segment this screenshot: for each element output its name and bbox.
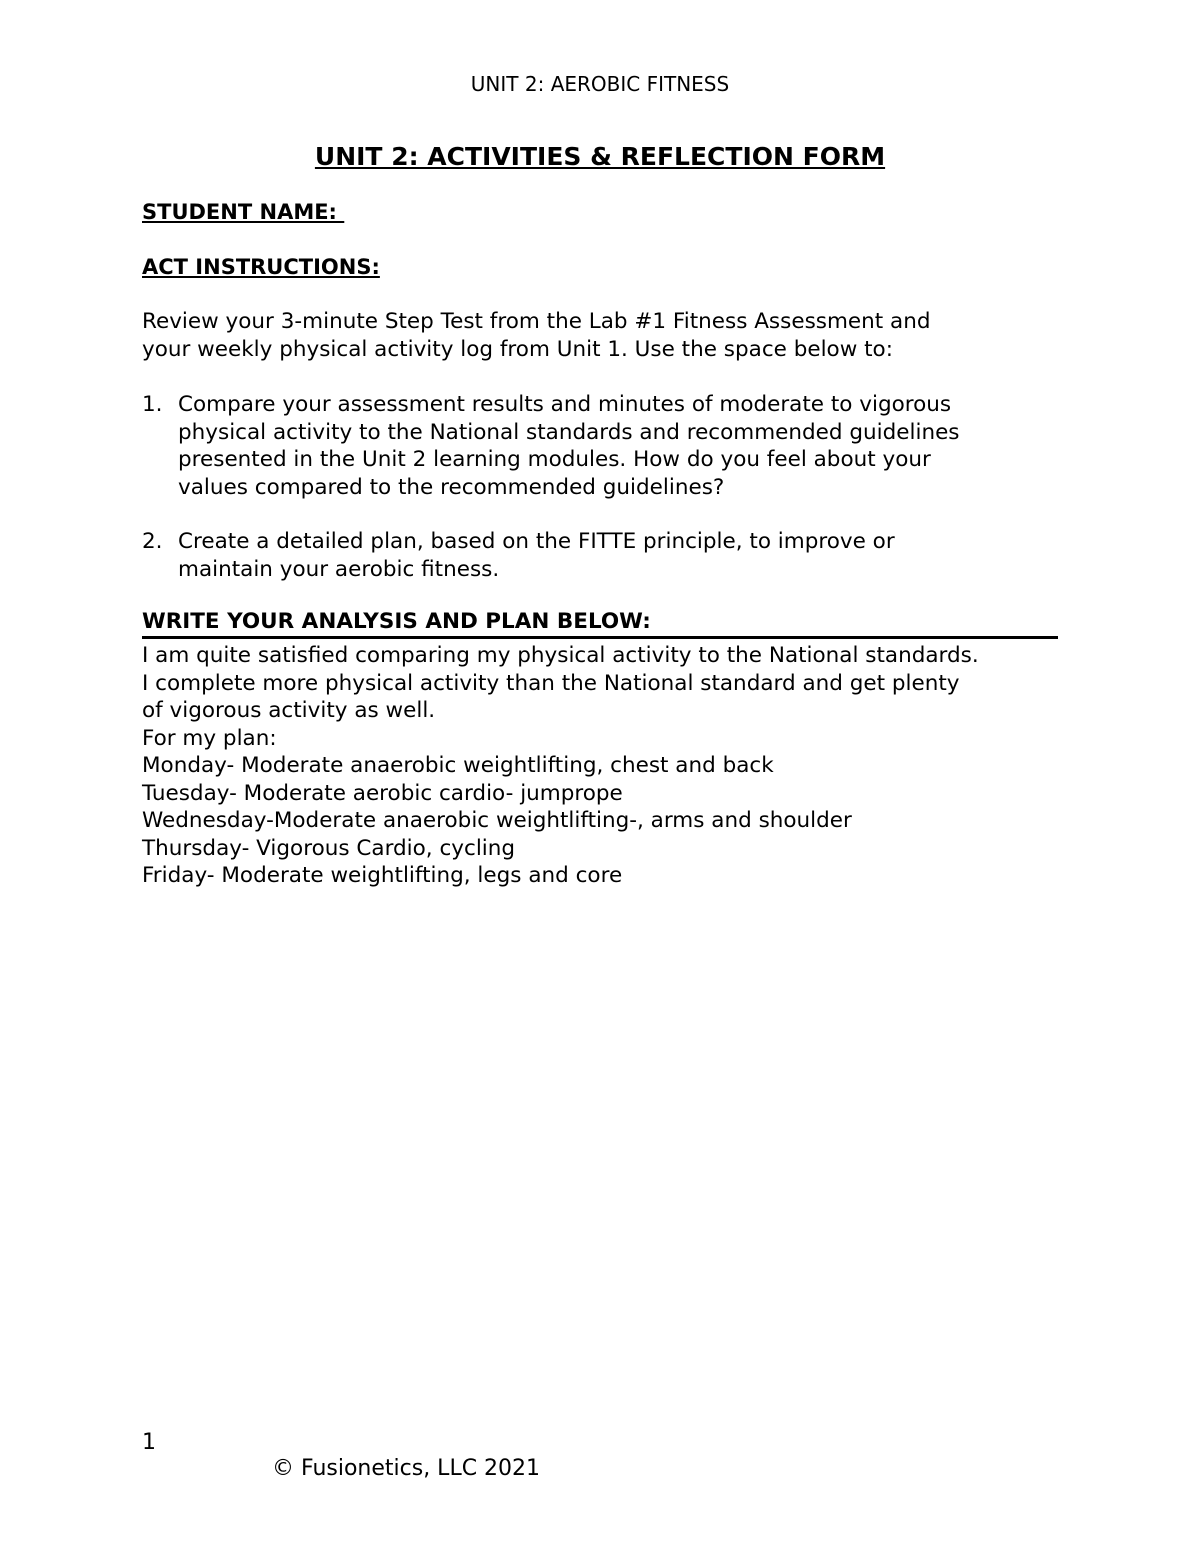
page-number: 1 [142, 1430, 156, 1455]
act-instructions-label: ACT INSTRUCTIONS: [142, 255, 380, 279]
instruction-item-1 [142, 391, 1062, 501]
response-line: of vigorous activity as well. [142, 698, 436, 723]
item-line: maintain your aerobic fitness. [178, 556, 500, 582]
item-number: 2. [142, 529, 163, 554]
response-line: For my plan: [142, 725, 277, 751]
item-line: Create a detailed plan, based on the FITTE principle, to improve or [178, 529, 895, 554]
response-line: I am quite satisfied comparing my physical activity to the National standards. [142, 643, 979, 668]
response-line: Tuesday- Moderate aerobic cardio- jumprope [142, 780, 623, 806]
intro-line: your weekly physical activity log from Unit 1. Use the space below to: [142, 337, 893, 362]
instructions-intro [142, 308, 1042, 364]
form-title: UNIT 2: ACTIVITIES & REFLECTION FORM [314, 142, 886, 171]
response-line: I complete more physical activity than the National standard and get plenty [142, 670, 960, 696]
response-line: Thursday- Vigorous Cardio, cycling [142, 835, 516, 861]
response-line: Monday- Moderate anaerobic weightlifting, chest and back [142, 753, 774, 778]
instruction-item-2 [142, 528, 1062, 583]
analysis-response [142, 642, 1082, 890]
item-number: 1. [142, 392, 163, 417]
item-line: presented in the Unit 2 learning modules. How do you feel about your [178, 447, 931, 472]
response-line: Wednesday-Moderate anaerobic weightlifting-, arms and shoulder [142, 808, 852, 833]
copyright-footer: © Fusionetics, LLC 2021 [272, 1456, 541, 1481]
student-name-label: STUDENT NAME: [142, 200, 345, 224]
response-line: Friday- Moderate weightlifting, legs and core [142, 863, 623, 888]
item-line: Compare your assessment results and minutes of moderate to vigorous [178, 392, 952, 417]
intro-line: Review your 3-minute Step Test from the Lab #1 Fitness Assessment and [142, 309, 931, 334]
analysis-heading: WRITE YOUR ANALYSIS AND PLAN BELOW: [142, 609, 1058, 639]
item-line: physical activity to the National standards and recommended guidelines [178, 419, 960, 445]
running-header: UNIT 2: AEROBIC FITNESS [470, 72, 730, 96]
item-line: values compared to the recommended guidelines? [178, 474, 725, 500]
